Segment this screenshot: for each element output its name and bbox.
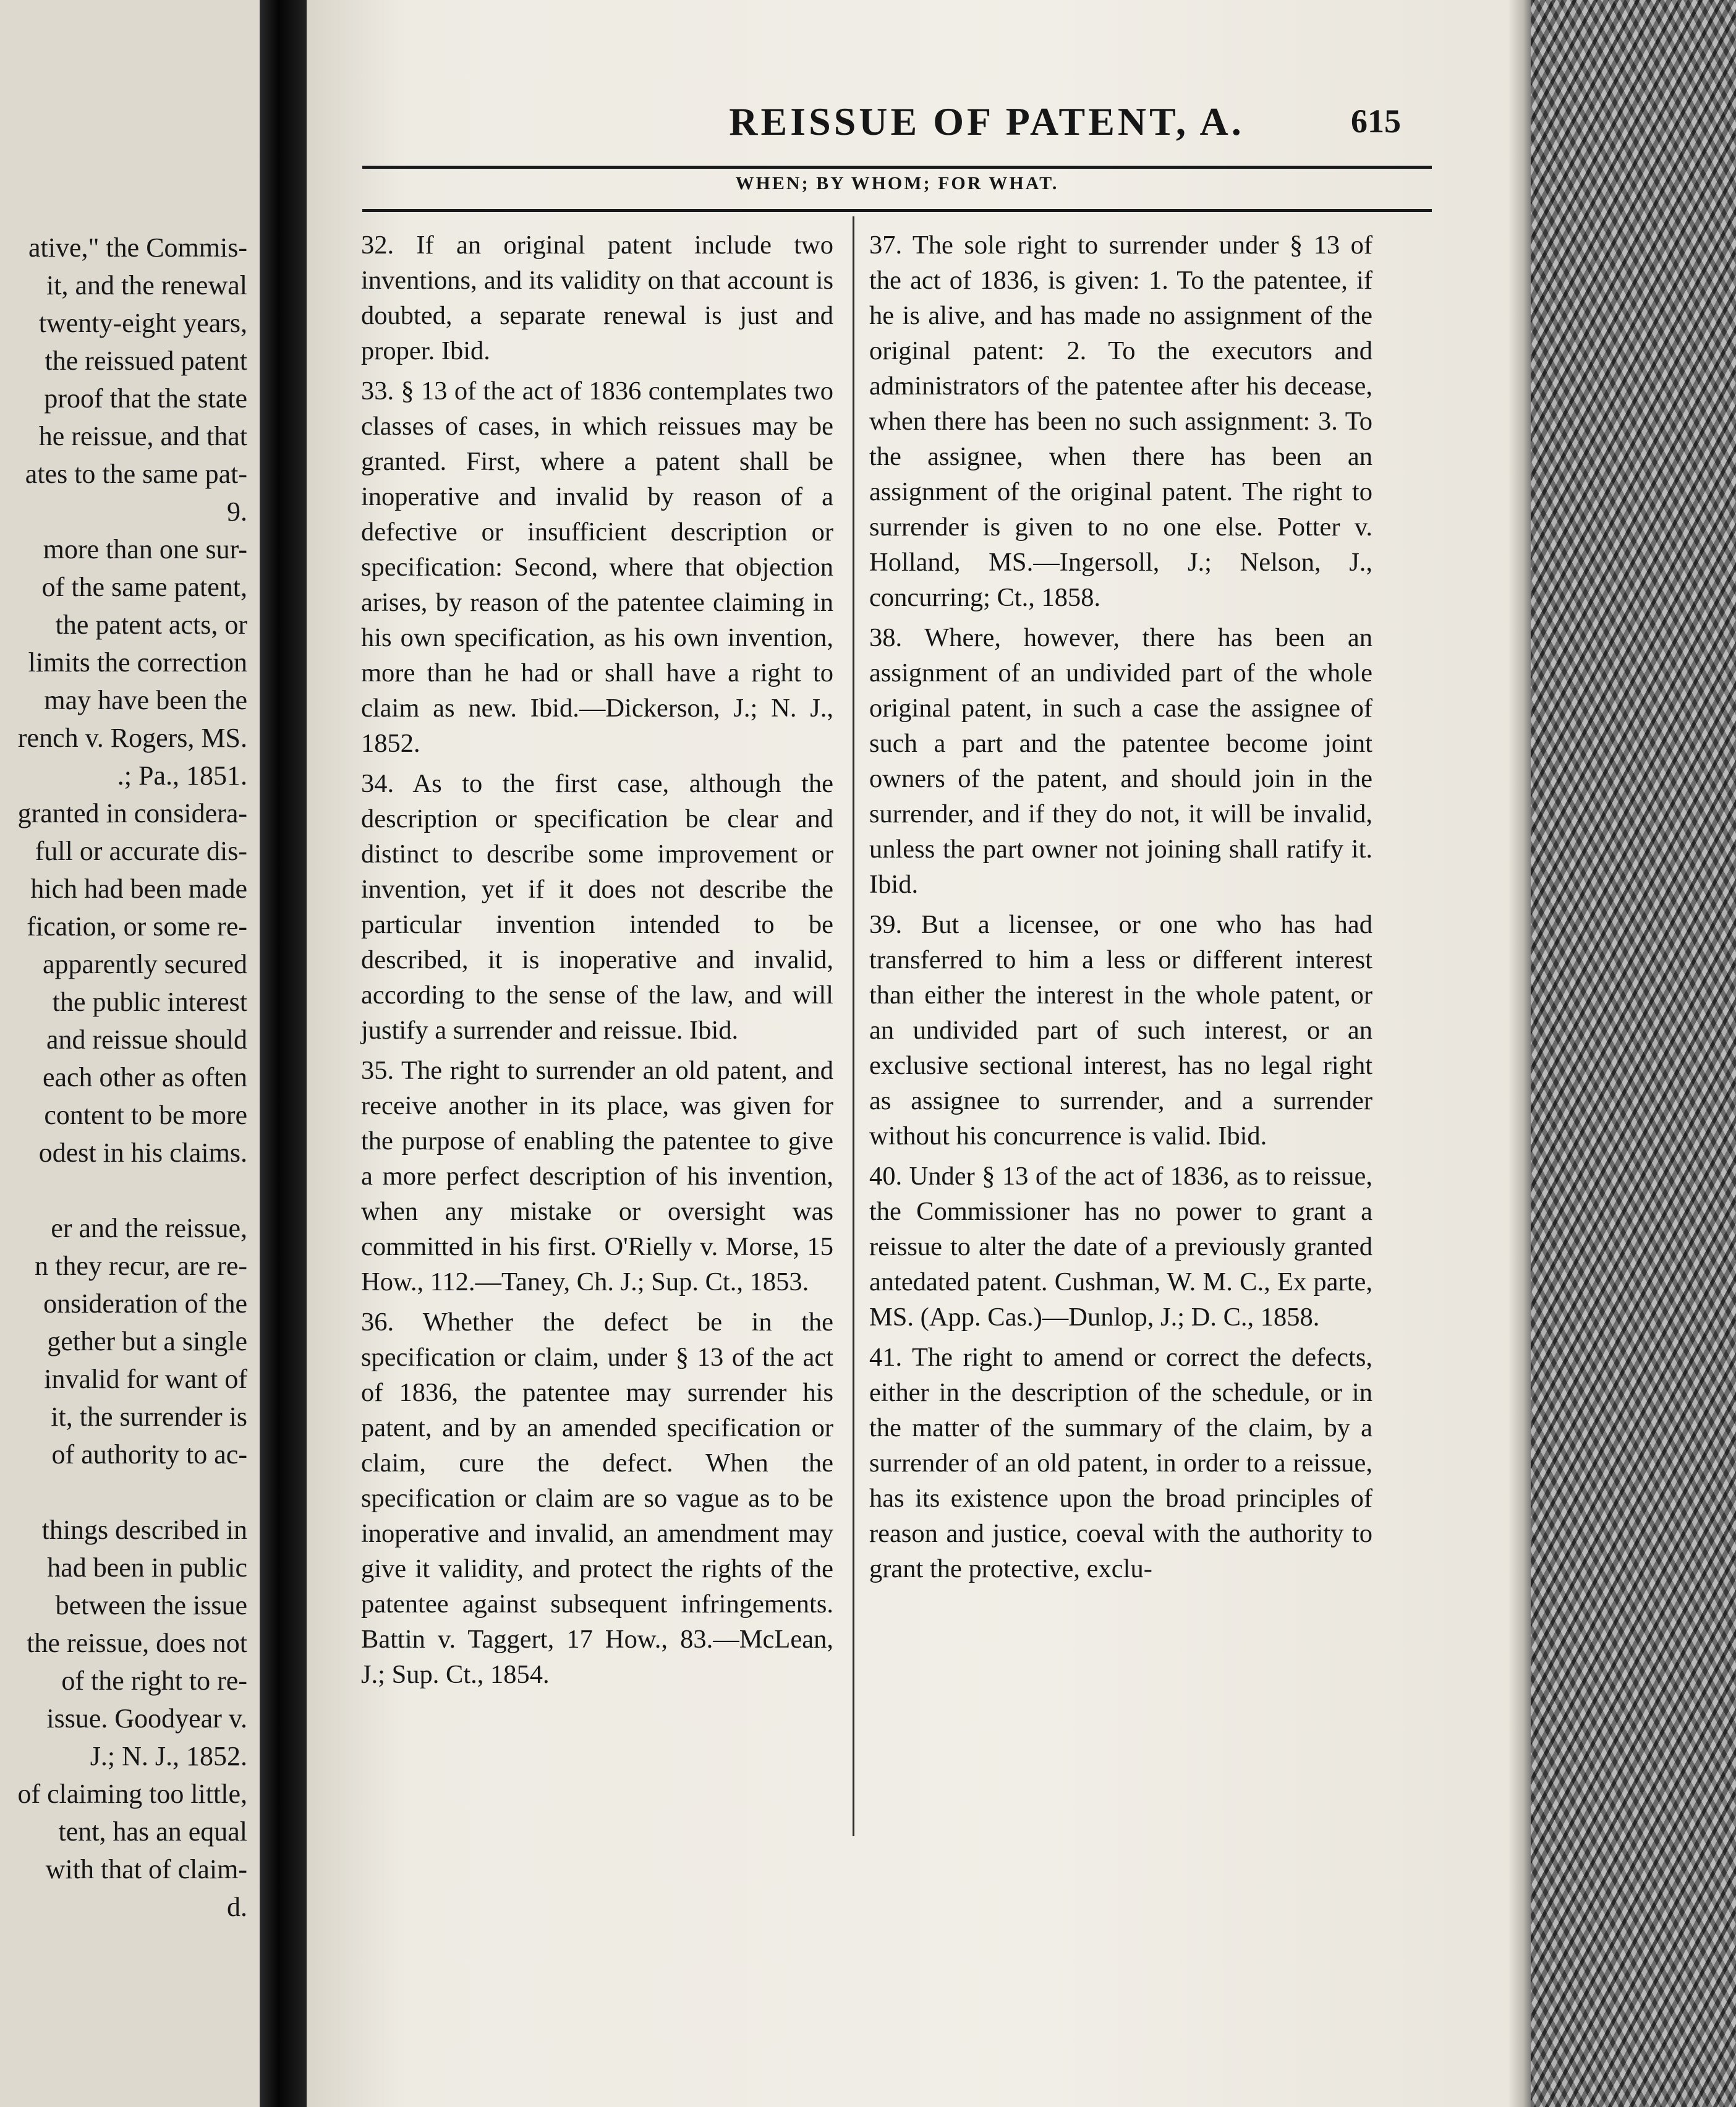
left-page-line: may have been the: [44, 685, 247, 715]
left-page-line: invalid for want of: [44, 1364, 247, 1394]
left-page-text: [0, 229, 247, 1926]
left-page-line: of the right to re-: [61, 1666, 247, 1696]
left-page-line: the public interest: [52, 987, 247, 1017]
left-page-line: the reissued patent: [45, 346, 247, 376]
left-page-line: ates to the same pat-: [25, 459, 247, 489]
page-edge: [1508, 0, 1533, 2107]
left-page-line: ative," the Commis-: [28, 232, 247, 263]
left-page-line: things described in: [41, 1515, 247, 1545]
paragraph-33: 33. § 13 of the act of 1836 contemplates two classes of cases, in which reissues may be granted. First, where a patent shall be inoperative and invalid by reason of a defective or insufficient description or specification: Second, where that objection arises, by reason of the patentee claiming in his own specification, as his own invention, more than he had or shall have a right to claim as new. Ibid.—Dickerson, J.; N. J., 1852.: [361, 377, 833, 758]
left-page-line: proof that the state: [44, 383, 247, 414]
left-page-line: rench v. Rogers, MS.: [17, 723, 247, 753]
left-text-column: [361, 228, 833, 1697]
left-page-line: he reissue, and that: [38, 421, 247, 451]
column-divider: [853, 216, 854, 1836]
left-page-line: gether but a single: [47, 1326, 247, 1356]
running-head: REISSUE OF PATENT, A.: [729, 100, 1245, 143]
paragraph-34: 34. As to the first case, although the description or specification be clear and distinct to describe some improvement or invention, yet if it does not describe the particular invention intended to be described, it is inoperative and invalid, according to the sense of the law, and will justify a surrender and reissue. Ibid.: [361, 769, 833, 1045]
left-page-line: fication, or some re-: [27, 911, 247, 942]
page-number: 615: [1351, 103, 1401, 140]
left-page-line: full or accurate dis-: [35, 836, 247, 866]
right-text-column: [869, 228, 1372, 1591]
left-page-line: tent, has an equal: [58, 1816, 247, 1847]
left-page-line: n they recur, are re-: [35, 1251, 247, 1281]
paragraph-38: 38. Where, however, there has been an assignment of an undivided part of the whole original patent, in such a case the assignee of such a part and the patentee become joint owners of the patent, and should join in the surrender, and if they do not, it will be invalid, unless the part owner not joining shall ratify it. Ibid.: [869, 623, 1372, 899]
left-page-line: with that of claim-: [45, 1854, 247, 1884]
header-rule-top: [362, 166, 1432, 169]
left-page-line: twenty-eight years,: [38, 308, 247, 338]
paragraph-37: 37. The sole right to surrender under § 13 of the act of 1836, is given: 1. To the patentee, if he is alive, and has made no assignment of the original patent: 2. To the executors and administrators of the patentee after his decease, when there has been no such assignment: 3. To the assignee, when there has been an assignment of the original patent. The right to surrender is given to no one else. Potter v. Holland, MS.—Ingersoll, J.; Nelson, J., concurring; Ct., 1858.: [869, 231, 1372, 612]
left-page-line: of the same patent,: [41, 572, 247, 602]
left-page-line: .; Pa., 1851.: [117, 760, 247, 791]
left-page-line: the reissue, does not: [27, 1628, 247, 1658]
left-page-line: odest in his claims.: [38, 1138, 247, 1168]
left-page-line: it, and the renewal: [46, 270, 247, 300]
left-page-line: [0, 1473, 247, 1511]
left-page-line: more than one sur-: [43, 534, 247, 564]
left-page-line: issue. Goodyear v.: [46, 1703, 247, 1734]
paragraph-39: 39. But a licensee, or one who has had transferred to him a less or different interest than either the interest in the whole patent, or an undivided part of such interest, or an exclusive sectional interest, has no legal right as assignee to surrender, and a surrender without his concurrence is valid. Ibid.: [869, 910, 1372, 1151]
left-page-line: the patent acts, or: [55, 610, 247, 640]
marbled-fore-edge: [1531, 0, 1736, 2107]
header-rule-bottom: [362, 209, 1432, 212]
left-page-line: had been in public: [47, 1552, 247, 1583]
left-page-line: er and the reissue,: [51, 1213, 247, 1243]
left-page-line: of authority to ac-: [51, 1439, 247, 1470]
left-page-line: onsideration of the: [43, 1288, 247, 1319]
left-page-line: [0, 1172, 247, 1209]
left-page-line: content to be more: [44, 1100, 247, 1130]
book-gutter: [260, 0, 307, 2107]
left-page-line: J.; N. J., 1852.: [90, 1741, 247, 1771]
left-page-line: it, the surrender is: [51, 1402, 247, 1432]
paragraph-35: 35. The right to surrender an old patent, and receive another in its place, was given for the purpose of enabling the patentee to give a more perfect description of his invention, when any mistake or oversight was committed in his first. O'Rielly v. Morse, 15 How., 112.—Taney, Ch. J.; Sup. Ct., 1853.: [361, 1056, 833, 1296]
page-615: [307, 0, 1531, 2107]
left-page-line: limits the correction: [28, 647, 247, 678]
section-subhead: WHEN; BY WHOM; FOR WHAT.: [735, 173, 1059, 194]
left-page-line: granted in considera-: [17, 798, 247, 828]
paragraph-32: 32. If an original patent include two inventions, and its validity on that account is doubted, a separate renewal is just and proper. Ibid.: [361, 231, 833, 365]
paragraph-36: 36. Whether the defect be in the specification or claim, under § 13 of the act of 1836, the patentee may surrender his patent, and by an amended specification or claim, cure the defect. When the specification or claim are so vague as to be inoperative and invalid, an amendment may give it validity, and protect the rights of the patentee against subsequent infringements. Battin v. Taggert, 17 How., 83.—McLean, J.; Sup. Ct., 1854.: [361, 1308, 833, 1689]
left-page-line: of claiming too little,: [17, 1779, 247, 1809]
left-page-line: apparently secured: [42, 949, 247, 979]
left-page-line: 9.: [227, 496, 247, 527]
left-page-line: hich had been made: [30, 874, 247, 904]
paragraph-41: 41. The right to amend or correct the defects, either in the description of the schedule, or in the matter of the summary of the claim, by a surrender of an old patent, in order to a reissue, has its existence upon the broad principles of reason and justice, coeval with the authority to grant the protective, exclu-: [869, 1343, 1372, 1583]
left-page-line: and reissue should: [46, 1024, 247, 1055]
left-facing-page: [0, 0, 260, 2107]
left-page-line: each other as often: [42, 1062, 247, 1092]
left-page-line: d.: [227, 1892, 247, 1922]
left-page-line: between the issue: [55, 1590, 247, 1620]
paragraph-40: 40. Under § 13 of the act of 1836, as to reissue, the Commissioner has no power to grant a reissue to alter the date of a previously granted antedated patent. Cushman, W. M. C., Ex parte, MS. (App. Cas.)—Dunlop, J.; D. C., 1858.: [869, 1162, 1372, 1332]
